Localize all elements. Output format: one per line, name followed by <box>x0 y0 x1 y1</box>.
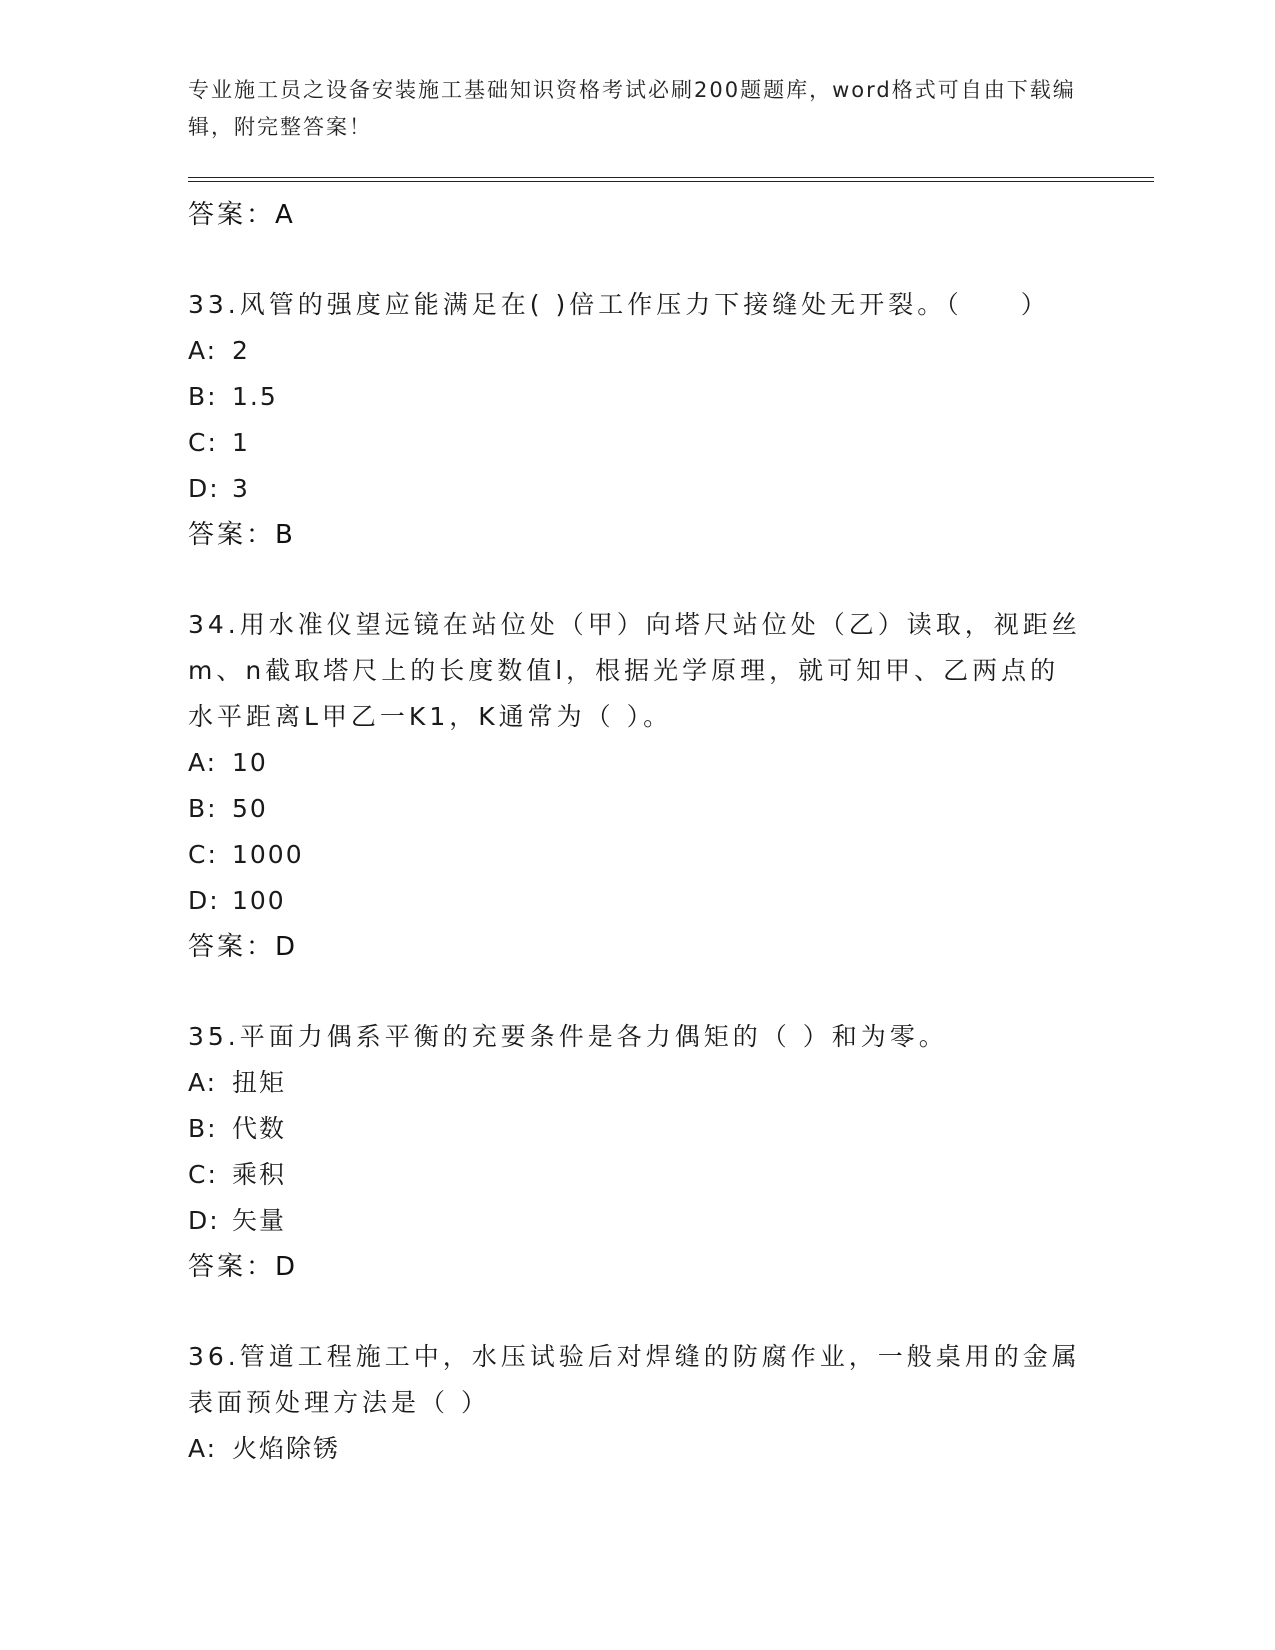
option-text: 1.5 <box>232 382 278 411</box>
answer-label: 答案：D <box>188 1252 299 1282</box>
option-key: C: <box>188 428 218 457</box>
option-a <box>188 740 1088 786</box>
option-text: 2 <box>232 336 250 365</box>
answer-label: 答案：A <box>188 200 296 230</box>
option-key: C: <box>188 840 218 869</box>
option-key: A: <box>188 336 218 365</box>
option-d <box>188 1198 1088 1244</box>
question-stem: 34.用水准仪望远镜在站位处（甲）向塔尺站位处（乙）读取，视距丝m、n截取塔尺上的长度数值l，根据光学原理，就可知甲、乙两点的水平距离L甲乙一K1，K通常为（ ）。 <box>188 610 1081 731</box>
option-key: C: <box>188 1160 218 1189</box>
question-stem: 36.管道工程施工中，水压试验后对焊缝的防腐作业，一般桌用的金属表面预处理方法是（ ） <box>188 1342 1081 1417</box>
option-c <box>188 1152 1088 1198</box>
option-key: B: <box>188 1114 218 1143</box>
option-text: 50 <box>232 794 268 823</box>
option-key: B: <box>188 382 218 411</box>
question-block <box>188 1334 1088 1472</box>
option-key: A: <box>188 1068 218 1097</box>
option-b <box>188 786 1088 832</box>
option-key: D: <box>188 886 220 915</box>
answer-label: 答案：D <box>188 932 299 962</box>
option-b <box>188 1106 1088 1152</box>
option-key: D: <box>188 474 220 503</box>
option-text: 3 <box>232 474 250 503</box>
option-text: 乘积 <box>232 1160 287 1189</box>
question-block <box>188 282 1088 558</box>
option-key: A: <box>188 748 218 777</box>
option-a <box>188 1426 1088 1472</box>
question-list <box>188 192 1088 1472</box>
option-text: 矢量 <box>232 1206 287 1235</box>
option-key: A: <box>188 1434 218 1463</box>
option-text: 10 <box>232 748 268 777</box>
option-d <box>188 878 1088 924</box>
option-text: 1 <box>232 428 250 457</box>
page-header: 专业施工员之设备安装施工基础知识资格考试必刷200题题库，word格式可自由下载编辑，附完整答案！ <box>188 78 1076 139</box>
option-text: 火焰除锈 <box>232 1434 341 1463</box>
option-key: B: <box>188 794 218 823</box>
option-key: D: <box>188 1206 220 1235</box>
header-divider <box>188 177 1154 182</box>
option-b <box>188 374 1088 420</box>
option-text: 代数 <box>232 1114 287 1143</box>
option-c <box>188 832 1088 878</box>
question-stem: 33.风管的强度应能满足在( )倍工作压力下接缝处无开裂。（ ） <box>188 290 1050 319</box>
question-stem: 35.平面力偶系平衡的充要条件是各力偶矩的（ ）和为零。 <box>188 1022 948 1051</box>
option-c <box>188 420 1088 466</box>
answer-label: 答案：B <box>188 520 296 550</box>
option-text: 扭矩 <box>232 1068 287 1097</box>
option-d <box>188 466 1088 512</box>
option-a <box>188 1060 1088 1106</box>
question-block <box>188 1014 1088 1290</box>
option-text: 1000 <box>232 840 304 869</box>
option-text: 100 <box>232 886 286 915</box>
option-a <box>188 328 1088 374</box>
question-block <box>188 602 1088 970</box>
